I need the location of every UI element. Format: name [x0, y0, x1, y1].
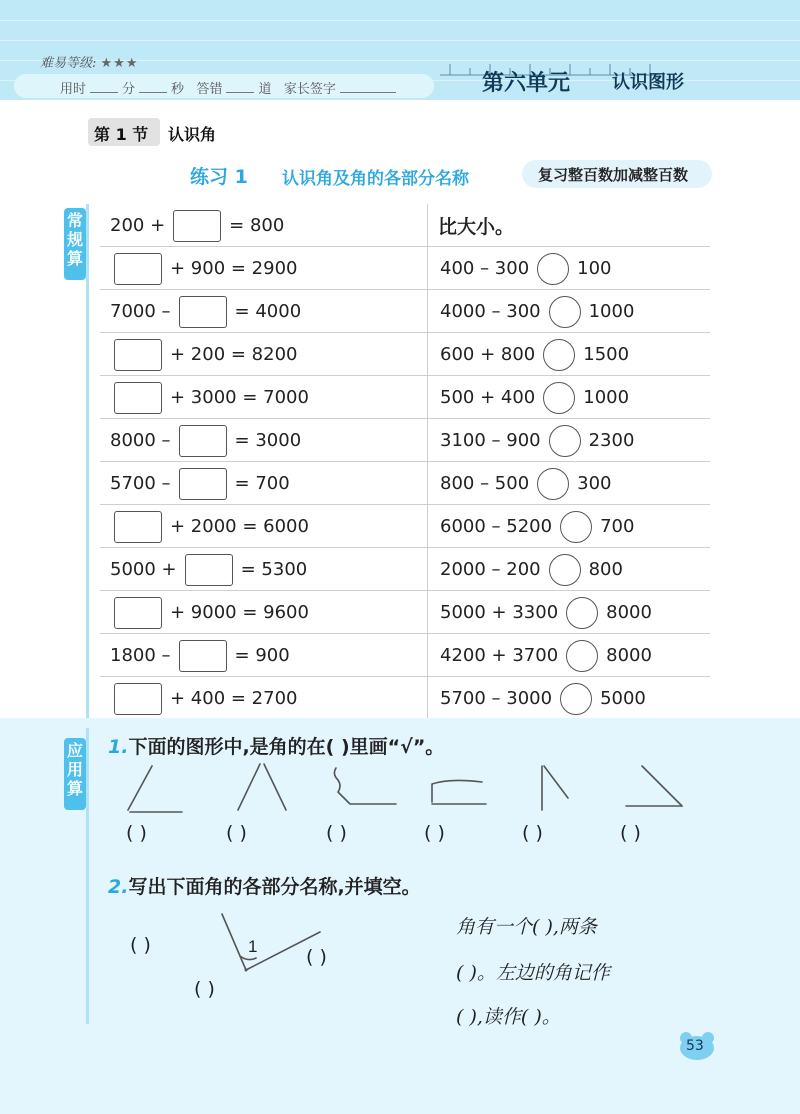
- equation-cell: [108, 290, 303, 333]
- side-name-paren-1[interactable]: ( ): [130, 934, 151, 956]
- equation-text: + 900 = 2900: [170, 258, 298, 279]
- compare-left: 500 + 400: [440, 387, 536, 408]
- section-label: 第 1 节: [94, 125, 149, 144]
- compare-circle[interactable]: [560, 511, 592, 543]
- compare-left: 4200 + 3700: [440, 645, 559, 666]
- compare-circle[interactable]: [549, 296, 581, 328]
- compare-circle[interactable]: [543, 382, 575, 414]
- compare-circle[interactable]: [566, 640, 598, 672]
- compare-cell: [438, 376, 631, 419]
- errors-blank[interactable]: [226, 80, 254, 93]
- compare-left: 400 – 300: [440, 258, 530, 279]
- compare-cell: [438, 505, 636, 548]
- table-row: [96, 677, 710, 720]
- question-2-number: 2.: [108, 876, 129, 898]
- shape-6-angle: [626, 766, 682, 806]
- review-topic: 复习整百数加减整百数: [538, 166, 689, 184]
- answer-box[interactable]: [114, 253, 162, 285]
- compare-cell: [438, 634, 654, 677]
- question-1-text: 下面的图形中,是角的在( )里画“√”。: [128, 736, 445, 758]
- minutes-label: 分: [122, 82, 136, 97]
- compare-right: 8000: [606, 645, 652, 666]
- equation-cell: [108, 505, 311, 548]
- page-number: 53: [686, 1038, 704, 1054]
- compare-circle[interactable]: [560, 683, 592, 715]
- routine-tag-label: 常规算: [67, 211, 84, 268]
- compare-right: 100: [577, 258, 612, 279]
- compare-instruction: 比大小。: [438, 216, 515, 238]
- table-divider: [427, 204, 428, 718]
- table-row: [96, 376, 710, 419]
- compare-circle[interactable]: [566, 597, 598, 629]
- compare-right: 8000: [606, 602, 652, 623]
- application-rail: [86, 728, 89, 1024]
- equation-text: 5000 +: [110, 559, 177, 580]
- answer-paren-3[interactable]: ( ): [326, 822, 347, 844]
- application-tag: [64, 738, 86, 810]
- table-row: [96, 634, 710, 677]
- compare-right: 2300: [588, 430, 635, 451]
- compare-right: 1000: [583, 387, 630, 408]
- signature-blank[interactable]: [340, 80, 396, 93]
- compare-circle[interactable]: [537, 468, 569, 500]
- angle-candidates-figure: [110, 760, 710, 820]
- angle-side-left: [222, 914, 246, 970]
- angle-vertex: [245, 969, 248, 972]
- shape-2-triangle-top: [238, 764, 286, 810]
- shape-5-right-angle: [542, 766, 568, 810]
- compare-right: 1500: [583, 344, 630, 365]
- compare-right: 700: [600, 516, 635, 537]
- answer-box[interactable]: [185, 554, 233, 586]
- fill-line-3[interactable]: ( ),读作( )。: [456, 1006, 561, 1028]
- answer-paren-1[interactable]: ( ): [126, 822, 147, 844]
- equation-cell: [108, 548, 309, 591]
- shape-1-open-angle: [128, 766, 182, 812]
- compare-left: 800 – 500: [440, 473, 530, 494]
- seconds-label: 秒: [171, 82, 185, 97]
- compare-right: 1000: [588, 301, 635, 322]
- answer-box[interactable]: [179, 640, 227, 672]
- practice-number: 练习 1: [190, 166, 248, 188]
- answer-box[interactable]: [114, 382, 162, 414]
- answer-paren-2[interactable]: ( ): [226, 822, 247, 844]
- equation-cell: [108, 376, 311, 419]
- compare-circle[interactable]: [537, 253, 569, 285]
- equation-text: + 400 = 2700: [170, 688, 298, 709]
- equation-text: = 3000: [234, 430, 302, 451]
- question-1: [108, 732, 444, 759]
- equation-cell: [108, 204, 286, 247]
- shape-4-arc-angle: [432, 780, 486, 804]
- equation-cell: [108, 419, 303, 462]
- compare-cell: [438, 290, 636, 333]
- answer-box[interactable]: [179, 425, 227, 457]
- equation-text: + 9000 = 9600: [170, 602, 309, 623]
- compare-circle[interactable]: [549, 554, 581, 586]
- difficulty-label: 难易等级:: [40, 56, 97, 71]
- fill-line-1[interactable]: 角有一个( ),两条: [456, 916, 597, 938]
- equation-text: 200 +: [110, 215, 166, 236]
- compare-right: 300: [577, 473, 612, 494]
- compare-cell: [438, 548, 625, 591]
- compare-header: [438, 204, 514, 247]
- equation-cell: [108, 462, 292, 505]
- equation-cell: [108, 333, 300, 376]
- fill-line-2[interactable]: ( )。左边的角记作: [456, 962, 610, 984]
- equation-text: 5700 –: [110, 473, 171, 494]
- compare-left: 5700 – 3000: [440, 688, 553, 709]
- signature-label: 家长签字: [283, 82, 336, 97]
- equation-text: = 900: [234, 645, 290, 666]
- minutes-blank[interactable]: [90, 80, 118, 93]
- time-used-label: 用时: [60, 82, 87, 97]
- compare-left: 4000 – 300: [440, 301, 541, 322]
- answer-box[interactable]: [179, 468, 227, 500]
- compare-left: 5000 + 3300: [440, 602, 559, 623]
- errors-label: 答错: [196, 82, 223, 97]
- unit-subtitle: 认识图形: [612, 72, 684, 93]
- answer-box[interactable]: [114, 339, 162, 371]
- equation-cell: [108, 634, 292, 677]
- compare-left: 600 + 800: [440, 344, 536, 365]
- equation-text: = 4000: [234, 301, 302, 322]
- equation-text: + 2000 = 6000: [170, 516, 309, 537]
- equation-text: 8000 –: [110, 430, 171, 451]
- equation-cell: [108, 677, 300, 720]
- table-row: [96, 419, 710, 462]
- angle-parts-figure: [110, 900, 430, 1010]
- compare-circle[interactable]: [543, 339, 575, 371]
- practice-title: 认识角及角的各部分名称: [282, 169, 469, 189]
- equation-text: = 800: [229, 215, 285, 236]
- equation-text: 7000 –: [110, 301, 171, 322]
- compare-right: 5000: [600, 688, 646, 709]
- answer-paren-5[interactable]: ( ): [522, 822, 543, 844]
- compare-cell: [438, 677, 648, 720]
- answer-paren-6[interactable]: ( ): [620, 822, 641, 844]
- table-row: [96, 591, 710, 634]
- table-row: [96, 290, 710, 333]
- compare-cell: [438, 333, 631, 376]
- table-row: [96, 333, 710, 376]
- application-tag-label: 应用算: [67, 741, 84, 798]
- answer-box[interactable]: [114, 597, 162, 629]
- equation-text: + 3000 = 7000: [170, 387, 309, 408]
- compare-right: 800: [588, 559, 623, 580]
- timing-record: [60, 78, 400, 97]
- routine-tag: [64, 208, 86, 280]
- table-row: [96, 505, 710, 548]
- answer-paren-4[interactable]: ( ): [424, 822, 445, 844]
- table-row: [96, 462, 710, 505]
- compare-left: 6000 – 5200: [440, 516, 553, 537]
- answer-box[interactable]: [179, 296, 227, 328]
- compare-cell: [438, 462, 614, 505]
- difficulty-rating: [40, 52, 139, 71]
- table-row: [96, 548, 710, 591]
- equation-text: = 5300: [240, 559, 308, 580]
- question-2: [108, 872, 421, 899]
- answer-box[interactable]: [173, 210, 221, 242]
- equation-text: = 700: [234, 473, 290, 494]
- equation-text: 1800 –: [110, 645, 171, 666]
- compare-cell: [438, 247, 614, 290]
- compare-left: 2000 – 200: [440, 559, 541, 580]
- vertex-name-paren[interactable]: ( ): [194, 978, 215, 1000]
- table-row: [96, 247, 710, 290]
- routine-rail: [86, 204, 89, 720]
- section-title: 认识角: [168, 125, 217, 144]
- equation-cell: [108, 247, 300, 290]
- errors-unit: 道: [258, 82, 272, 97]
- equation-text: + 200 = 8200: [170, 344, 298, 365]
- angle-arc: [240, 956, 256, 960]
- answer-box[interactable]: [114, 683, 162, 715]
- answer-box[interactable]: [114, 511, 162, 543]
- seconds-blank[interactable]: [139, 80, 167, 93]
- side-name-paren-2[interactable]: ( ): [306, 946, 327, 968]
- shape-3-curved-angle: [334, 768, 396, 804]
- compare-cell: [438, 419, 636, 462]
- equation-cell: [108, 591, 311, 634]
- compare-cell: [438, 591, 654, 634]
- difficulty-stars: ★★★: [100, 56, 139, 71]
- compare-circle[interactable]: [549, 425, 581, 457]
- unit-title: 第六单元: [482, 71, 571, 96]
- compare-left: 3100 – 900: [440, 430, 541, 451]
- table-row: [96, 204, 710, 247]
- angle-label: 1: [248, 937, 258, 956]
- question-1-number: 1.: [108, 736, 129, 758]
- question-2-text: 写出下面角的各部分名称,并填空。: [128, 876, 421, 898]
